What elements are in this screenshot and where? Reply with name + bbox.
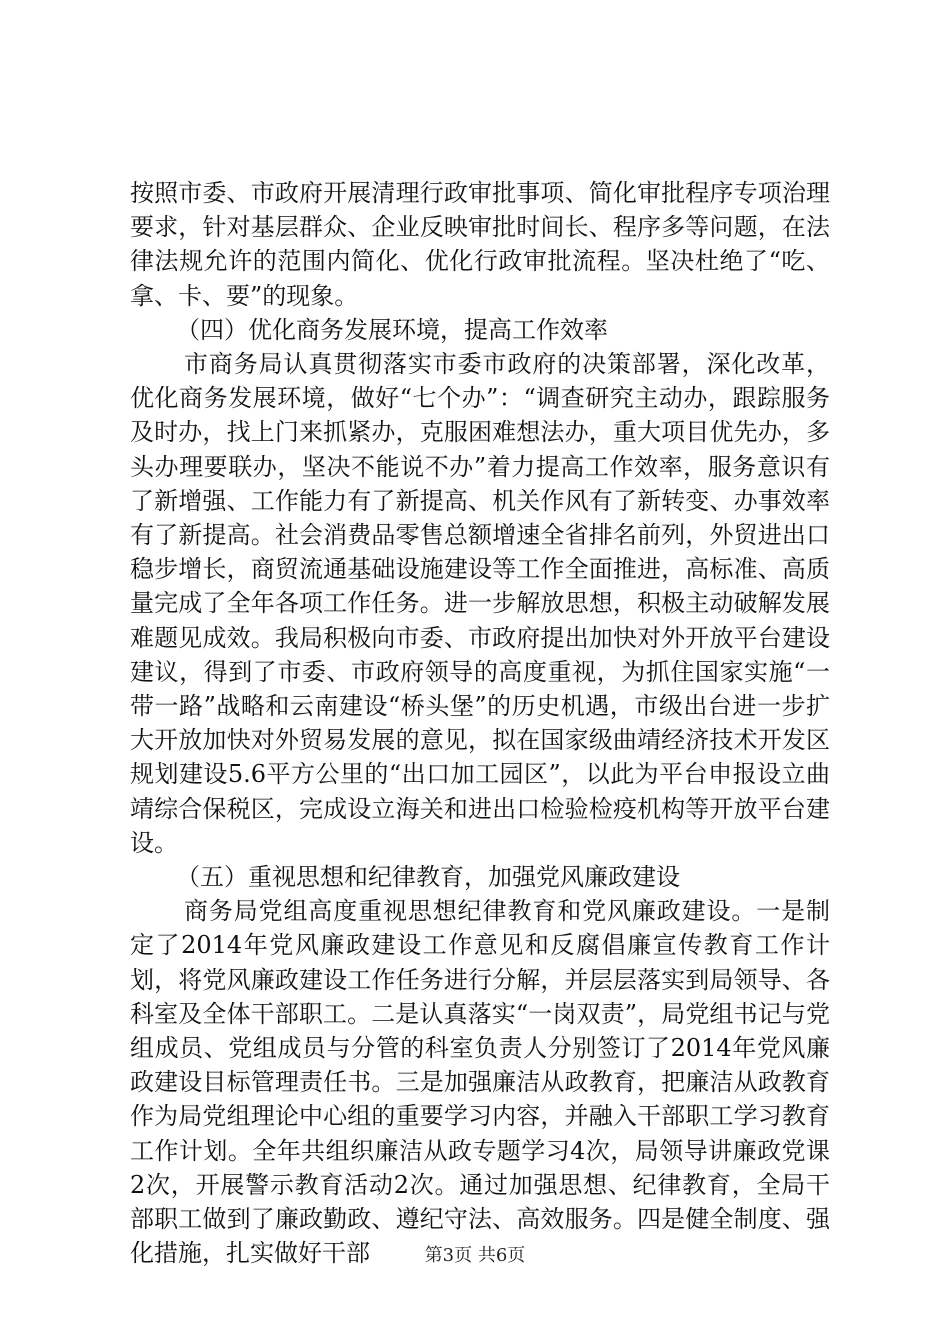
paragraph-section-5: 商务局党组高度重视思想纪律教育和党风廉政建设。一是制定了2014年党风廉政建设工作意见和反腐倡廉宣传教育工作计划，将党风廉政建设工作任务进行分解，并层层落实到局领导、各科室及全体干部职工。二是认真落实“一岗双责”，局党组书记与党组成员、党组成员与分管的科室负责人分别签订了2014年党风廉政建设目标管理责任书。三是加强廉洁从政教育，把廉洁从政教育作为局党组理论中心组的重要学习内容，并融入干部职工学习教育工作计划。全年共组织廉洁从政专题学习4次，局领导讲廉政党课2次，开展警示教育活动2次。通过加强思想、纪律教育，全局干部职工做到了廉政勤政、遵纪守法、高效服务。四是健全制度、强化措施，扎实做好干部 [130,897,830,1268]
page-number-footer: 第3页 共6页 [424,1245,526,1266]
document-body [130,176,830,1271]
paragraph-continued: 按照市委、市政府开展清理行政审批事项、简化审批程序专项治理要求，针对基层群众、企业反映审批时间长、程序多等问题，在法律法规允许的范围内简化、优化行政审批流程。坚决杜绝了“吃、拿、卡、要”的现象。 [130,179,830,310]
section-heading-4: （四）优化商务发展环境，提高工作效率 [176,315,608,344]
section-heading-5: （五）重视思想和纪律教育，加强党风廉政建设 [176,863,680,892]
paragraph-section-4: 市商务局认真贯彻落实市委市政府的决策部署，深化改革，优化商务发展环境，做好“七个办”：“调查研究主动办，跟踪服务及时办，找上门来抓紧办，克服困难想法办，重大项目优先办，多头办理要联办，坚决不能说不办”着力提高工作效率，服务意识有了新增强、工作能力有了新提高、机关作风有了新转变、办事效率有了新提高。社会消费品零售总额增速全省排名前列，外贸进出口稳步增长，商贸流通基础设施建设等工作全面推进，高标准、高质量完成了全年各项工作任务。进一步解放思想，积极主动破解发展难题见成效。我局积极向市委、市政府提出加快对外开放平台建设建议，得到了市委、市政府领导的高度重视，为抓住国家实施“一带一路”战略和云南建设“桥头堡”的历史机遇，市级出台进一步扩大开放加快对外贸易发展的意见，拟在国家级曲靖经济技术开发区规划建设5.6平方公里的“出口加工园区”，以此为平台申报设立曲靖综合保税区，完成设立海关和进出口检验检疫机构等开放平台建设。 [130,350,830,857]
